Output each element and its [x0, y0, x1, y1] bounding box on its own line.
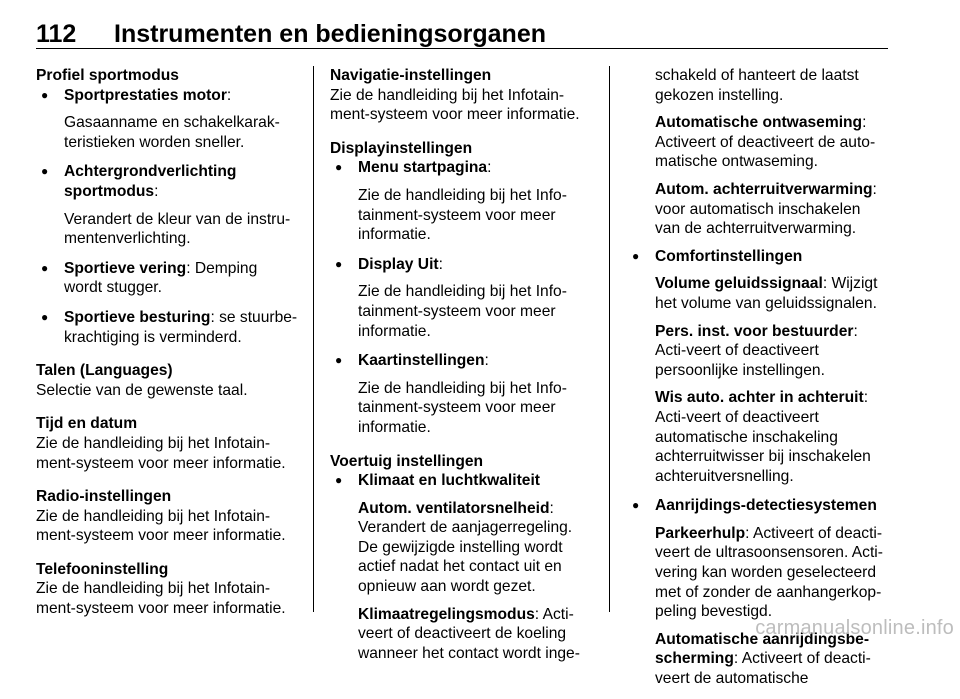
column-3 — [627, 66, 889, 699]
section-heading: Radio-instellingen — [36, 488, 172, 506]
item-label: Achtergrondverlichting sportmodus — [64, 163, 237, 200]
sub-item: Automatische aanrijdingsbe-scherming: Activeert of deacti-veert de automatische — [655, 630, 871, 688]
item-label: Comfortinstellingen — [655, 247, 803, 265]
list-item: ● Achtergrondverlichting sportmodus: Verandert de kleur van de instru-mentenverlichting. — [36, 162, 298, 248]
section-heading: Profiel sportmodus — [36, 67, 179, 84]
section-heading: Displayinstellingen — [330, 139, 473, 157]
column-divider-1 — [313, 66, 314, 612]
item-label: Sportieve vering — [64, 259, 187, 277]
column-1 — [36, 66, 298, 633]
section-text: Selectie van de gewenste taal. — [36, 381, 248, 399]
page-title: Instrumenten en bedieningsorganen — [114, 20, 546, 48]
section-heading: Talen (Languages) — [36, 362, 173, 380]
list-item: ● Kaartinstellingen: Zie de handleiding bij het Info-tainment-systeem voor meer informatie. — [330, 351, 592, 437]
column-divider-2 — [609, 66, 610, 612]
list-item — [627, 247, 889, 487]
sub-item: Wis auto. achter in achteruit: Acti-veert of deactiveert automatische inschakeling achterruitwisser bij inschakelen achteruitversnelling. — [655, 389, 871, 485]
list-item — [627, 496, 889, 688]
section-sport-profile — [36, 66, 298, 347]
item-label: Aanrijdings-detectiesystemen — [655, 497, 877, 515]
sub-item: Automatische ontwaseming: Activeert of deactiveert de auto-matische ontwaseming. — [655, 114, 876, 171]
item-text: Demping wordt stugger. — [64, 259, 258, 297]
item-label: Kaartinstellingen — [358, 352, 485, 370]
item-label: Display Uit — [358, 255, 439, 273]
watermark: carmanualsonline.info — [755, 617, 954, 639]
sub-item: Pers. inst. voor bestuurder: Acti-veert of deactiveert persoonlijke instellingen. — [655, 322, 858, 379]
column-2 — [330, 66, 592, 677]
section-text: Zie de handleiding bij het Infotain-ment-systeem voor meer informatie. — [36, 434, 286, 472]
section-vehicle — [330, 452, 592, 664]
item-label: Sportieve besturing — [64, 308, 211, 326]
item-text: Zie de handleiding bij het Info-tainment-systeem voor meer informatie. — [358, 186, 567, 244]
section-heading: Navigatie-instellingen — [330, 67, 492, 84]
section-heading: Telefooninstelling — [36, 560, 169, 578]
sub-item: Volume geluidssignaal: Wijzigt het volume van geluidssignalen. — [655, 275, 878, 312]
section-heading: Voertuig instellingen — [330, 452, 484, 470]
section-phone — [36, 560, 298, 619]
item-text: Verandert de kleur van de instru-mentenverlichting. — [64, 210, 291, 248]
list-item: ● Display Uit: Zie de handleiding bij het Info-tainment-systeem voor meer informatie. — [330, 255, 592, 341]
list-item — [330, 471, 592, 663]
continued-text: schakeld of hanteert de laatst gekozen instelling. — [655, 67, 859, 104]
list-item: ● Menu startpagina: Zie de handleiding bij het Info-tainment-systeem voor meer informatie. — [330, 158, 592, 244]
section-text: Zie de handleiding bij het Infotain-ment-systeem voor meer informatie. — [36, 507, 286, 545]
item-text: Zie de handleiding bij het Info-tainment-systeem voor meer informatie. — [358, 283, 567, 340]
list-item: ● Sportieve vering: Demping wordt stugger. — [36, 259, 298, 298]
section-text: Zie de handleiding bij het Infotain-ment-systeem voor meer informatie. — [330, 86, 580, 124]
section-navigation — [330, 66, 592, 125]
list-item: ● Sportprestaties motor: Gasaanname en schakelkarak-teristieken worden sneller. — [36, 86, 298, 153]
item-text: se stuurbe-krachtiging is verminderd. — [64, 308, 298, 346]
section-text: Zie de handleiding bij het Infotain-ment-systeem voor meer informatie. — [36, 580, 286, 618]
page-number: 112 — [36, 20, 77, 48]
item-label: Sportprestaties motor — [64, 86, 227, 104]
sub-item: Parkeerhulp: Activeert of deacti-veert de ultrasoonsensoren. Acti-vering kan worden geselecteerd met of zonder de aanhangerkop-peling bevestigd. — [655, 524, 883, 621]
item-label: Klimaat en luchtkwaliteit — [358, 472, 540, 490]
section-radio — [36, 487, 298, 546]
sub-item: Autom. achterruitverwarming: voor automatisch inschakelen van de achterruitverwarming. — [655, 180, 877, 238]
continued-block — [627, 66, 889, 239]
sub-item: Klimaatregelingsmodus: Acti-veert of deactiveert de koeling wanneer het contact wordt inge- — [358, 605, 580, 662]
item-text: Gasaanname en schakelkarak-teristieken worden sneller. — [64, 114, 280, 151]
item-text: Zie de handleiding bij het Info-tainment-systeem voor meer informatie. — [358, 379, 567, 436]
page-header — [36, 10, 888, 49]
section-languages — [36, 361, 298, 400]
sub-item: Autom. ventilatorsnelheid: Verandert de aanjagerregeling. De gewijzigde instelling wordt actief nadat het contact uit en opnieuw aan wordt gezet. — [358, 499, 573, 596]
list-item: ● Sportieve besturing: se stuurbe-krachtiging is verminderd. — [36, 308, 298, 347]
item-label: Menu startpagina — [358, 159, 488, 177]
section-time-date — [36, 414, 298, 473]
section-heading: Tijd en datum — [36, 415, 138, 433]
section-display — [330, 139, 592, 438]
